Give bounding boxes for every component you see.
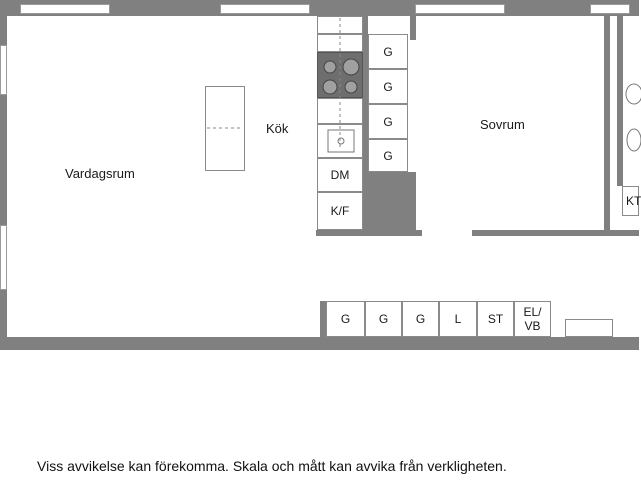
- window-top-1: [20, 4, 110, 14]
- wardrobe-label-3: G: [383, 114, 393, 129]
- storage-label-1: G: [340, 312, 351, 326]
- fridge-freezer-label: K/F: [330, 204, 350, 218]
- kitchen-bottom-wall: [316, 230, 422, 236]
- storage-cabinet-3: [402, 301, 439, 337]
- storage-label-3: G: [415, 312, 426, 326]
- storage-label-5: ST: [487, 312, 504, 326]
- fridge-freezer-box: [317, 192, 363, 230]
- storage-cabinet-4: [439, 301, 477, 337]
- window-top-4: [590, 4, 630, 14]
- window-top-3: [415, 4, 505, 14]
- wardrobe-2: [368, 69, 408, 104]
- washbasin: [622, 125, 639, 155]
- room-label-kitchen: Kök: [266, 121, 289, 136]
- bath-left-wall: [604, 16, 610, 236]
- window-top-2: [220, 4, 310, 14]
- window-left-1: [0, 45, 7, 95]
- wardrobe-label-2: G: [383, 79, 393, 94]
- kitchen-cabinet-3: [317, 98, 363, 124]
- bedroom-bottom-wall: [472, 230, 639, 236]
- wardrobe-3: [368, 104, 408, 139]
- dishwasher-box: [317, 158, 363, 192]
- kitchen-island: [205, 86, 245, 171]
- room-label-bedroom: Sovrum: [480, 117, 525, 132]
- kitchen-cabinet-2: [317, 34, 363, 52]
- outer-wall-bottom: [0, 337, 639, 350]
- wardrobe-label-4: G: [383, 148, 393, 163]
- storage-cabinet-2: [365, 301, 402, 337]
- storage-label-6: EL/ VB: [523, 305, 542, 333]
- stove: [317, 52, 363, 98]
- storage-label-4: L: [454, 312, 462, 326]
- storage-cabinet-7: [565, 319, 613, 337]
- right-room-box: [622, 186, 639, 216]
- storage-left-edge: [320, 301, 326, 337]
- right-room-label: KT: [626, 194, 641, 208]
- window-left-2: [0, 225, 7, 290]
- bedroom-right-wall-top: [410, 16, 416, 40]
- stove-burners-icon: [318, 53, 364, 99]
- toilet: [622, 80, 639, 106]
- wardrobe-4: [368, 139, 408, 172]
- wardrobe-1: [368, 34, 408, 69]
- disclaimer-caption: Viss avvikelse kan förekomma. Skala och mått kan avvika från verkligheten.: [37, 458, 507, 474]
- sink: [317, 124, 363, 158]
- room-label-living: Vardagsrum: [65, 166, 135, 181]
- wardrobe-label-1: G: [383, 44, 393, 59]
- storage-cabinet-1: [326, 301, 365, 337]
- storage-cabinet-5: [477, 301, 514, 337]
- dishwasher-label: DM: [330, 168, 350, 182]
- storage-label-2: G: [378, 312, 389, 326]
- toilet-icon: [622, 80, 639, 106]
- kitchen-cabinet-1: [317, 16, 363, 34]
- shaft-block: [368, 172, 416, 236]
- washbasin-icon: [622, 125, 639, 155]
- storage-cabinet-6: [514, 301, 551, 337]
- sink-icon: [318, 125, 364, 159]
